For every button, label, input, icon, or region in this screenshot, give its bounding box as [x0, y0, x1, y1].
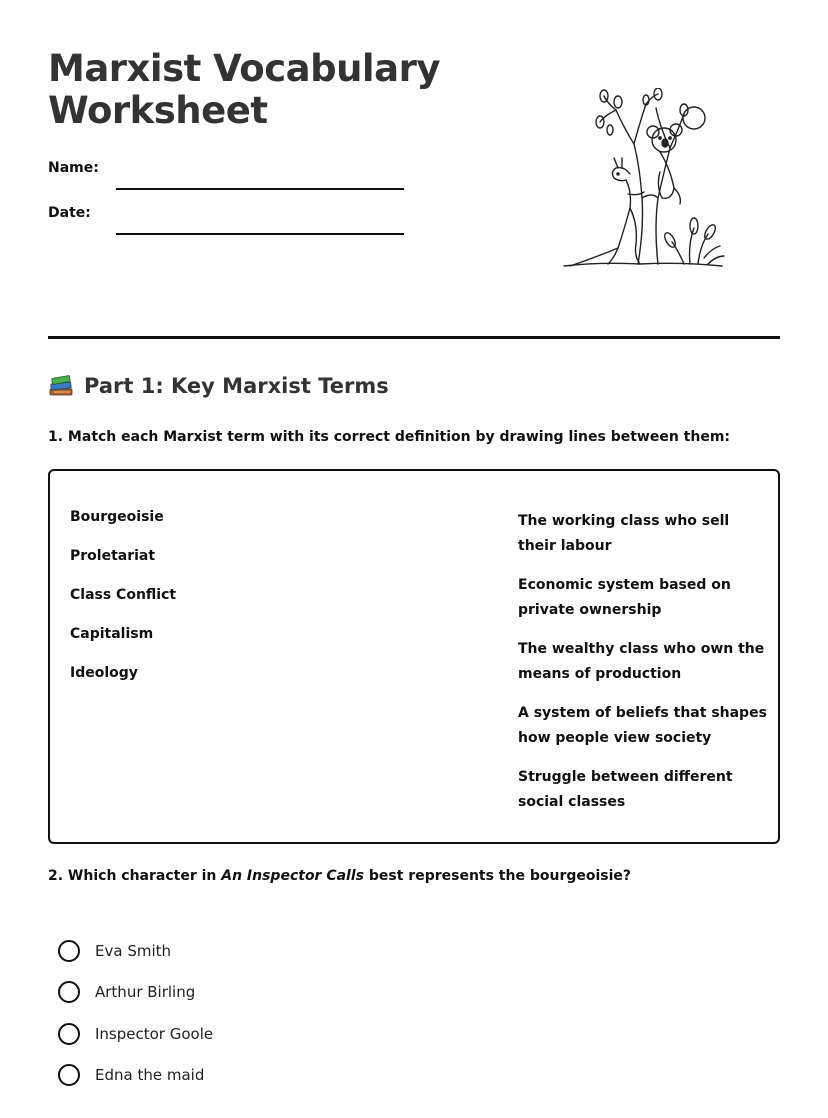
question-2-play-title: An Inspector Calls: [221, 868, 364, 884]
option-inspector-goole[interactable]: [58, 1013, 213, 1055]
option-label: Arthur Birling: [95, 983, 196, 1002]
koala-kangaroo-tree-illustration: [560, 88, 740, 276]
option-label: Eva Smith: [95, 941, 172, 960]
term-item[interactable]: Class Conflict: [70, 587, 177, 603]
option-label: Inspector Goole: [95, 1024, 214, 1043]
section-title-part1: [48, 374, 389, 398]
books-icon: [48, 374, 74, 398]
matching-box[interactable]: [48, 469, 780, 844]
page-title: [48, 48, 468, 132]
date-line[interactable]: [116, 233, 404, 235]
definition-item[interactable]: Economic system based on private ownership: [518, 577, 731, 618]
date-field[interactable]: [48, 205, 404, 221]
option-arthur-birling[interactable]: [58, 972, 213, 1014]
name-line[interactable]: [116, 188, 404, 190]
terms-column: [70, 509, 176, 704]
date-label: Date:: [48, 205, 91, 221]
name-label: Name:: [48, 160, 99, 176]
definitions-column: [518, 509, 768, 829]
option-label: Edna the maid: [95, 1066, 205, 1085]
term-item[interactable]: Ideology: [70, 665, 138, 681]
header-divider: [48, 336, 780, 339]
definition-item[interactable]: The wealthy class who own the means of production: [518, 641, 765, 682]
definition-item[interactable]: The working class who sell their labour: [518, 513, 730, 554]
question-2: [48, 868, 631, 884]
term-item[interactable]: Proletariat: [70, 548, 156, 564]
option-edna-the-maid[interactable]: [58, 1055, 213, 1097]
definition-item[interactable]: A system of beliefs that shapes how people view society: [518, 705, 767, 746]
term-item[interactable]: Bourgeoisie: [70, 509, 164, 525]
radio-button[interactable]: [58, 940, 80, 962]
radio-button[interactable]: [58, 1064, 80, 1086]
name-field[interactable]: [48, 160, 404, 176]
option-eva-smith[interactable]: [58, 930, 213, 972]
term-item[interactable]: Capitalism: [70, 626, 154, 642]
question-2-options: [58, 930, 213, 1096]
question-2-suffix: best represents the bourgeoisie?: [364, 868, 632, 884]
question-1: 1. Match each Marxist term with its correct definition by drawing lines between them:: [48, 429, 731, 445]
title-line-1: Marxist Vocabulary: [48, 47, 440, 90]
radio-button[interactable]: [58, 981, 80, 1003]
worksheet-header: [48, 0, 780, 340]
radio-button[interactable]: [58, 1023, 80, 1045]
question-2-prefix: 2. Which character in: [48, 868, 222, 884]
title-line-2: Worksheet: [48, 89, 268, 132]
definition-item[interactable]: Struggle between different social classes: [518, 769, 733, 810]
section-title-text: Part 1: Key Marxist Terms: [84, 374, 389, 398]
